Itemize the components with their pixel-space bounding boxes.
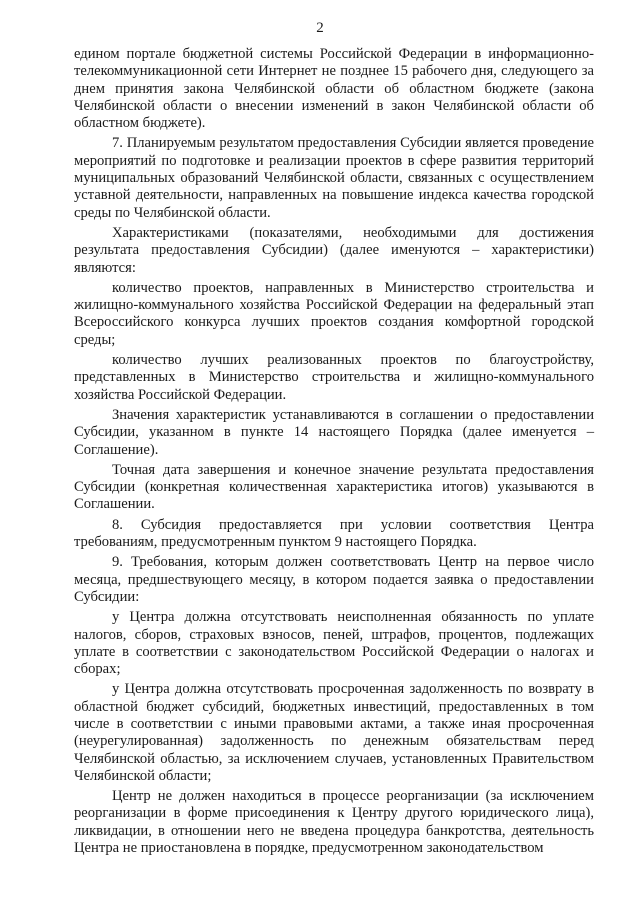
paragraph-requirement-debt: у Центра должна отсутствовать просроченная задолженность по возврату в областной бюджет субсидий, бюджетных инвестиций, предоставленных в том числе в соответствии с иными правовыми актами, а также иная просроченная (неурегулированная) задолженность по денежным обязательствам перед Челябинской областью, за исключением случаев, установленных Правительством Челябинской области; — [74, 681, 594, 784]
paragraph-requirement-taxes: у Центра должна отсутствовать неисполненная обязанность по уплате налогов, сборов, страховых взносов, пеней, штрафов, процентов, подлежащих уплате в соответствии с законодательством Российской Федерации о налогах и сборах; — [74, 609, 594, 678]
paragraph-characteristics: Характеристиками (показателями, необходимыми для достижения результата предоставления Субсидии) (далее именуются – характеристики) являются: — [74, 224, 594, 276]
paragraph-requirement-reorganization: Центр не должен находиться в процессе реорганизации (за исключением реорганизации в форме присоединения к Центру другого юридического лица), ликвидации, в отношении него не введена процедура банкротства, деятельность Центра не приостановлена в порядке, предусмотренном законодательством — [74, 788, 594, 857]
paragraph-characteristic-2: количество лучших реализованных проектов по благоустройству, представленных в Министерство строительства и жилищно-коммунального хозяйства Российской Федерации. — [74, 352, 594, 403]
document-body — [74, 46, 594, 860]
paragraph-completion-date: Точная дата завершения и конечное значение результата предоставления Субсидии (конкретная количественная характеристика итогов) указываются в Соглашении. — [74, 461, 594, 513]
page-number: 2 — [316, 20, 324, 36]
paragraph-characteristic-1: количество проектов, направленных в Министерство строительства и жилищно-коммунального хозяйства Российской Федерации на федеральный этап Всероссийского конкурса лучших проектов создания комфортной городской среды; — [74, 279, 594, 348]
paragraph-item-8: 8. Субсидия предоставляется при условии соответствия Центра требованиям, предусмотренным пунктом 9 настоящего Порядка. — [74, 516, 594, 551]
paragraph-item-9: 9. Требования, которым должен соответствовать Центр на первое число месяца, предшествующего месяцу, в котором подается заявка о предоставлении Субсидии: — [74, 554, 594, 605]
paragraph-values: Значения характеристик устанавливаются в соглашении о предоставлении Субсидии, указанном в пункте 14 настоящего Порядка (далее именуется – Соглашение). — [74, 406, 594, 458]
paragraph-item-7: 7. Планируемым результатом предоставления Субсидии является проведение мероприятий по подготовке и реализации проектов в сфере развития территорий муниципальных образований Челябинской области, связанных с осуществлением уставной деятельности, направленных на повышение индекса качества городской среды по Челябинской области. — [74, 135, 594, 221]
paragraph-continuation: едином портале бюджетной системы Российской Федерации в информационно-телекоммуникационной сети Интернет не позднее 15 рабочего дня, следующего за днем принятия закона Челябинской области об областном бюджете (закона Челябинской области о внесении изменений в закон Челябинской области об областном бюджете). — [74, 46, 594, 132]
